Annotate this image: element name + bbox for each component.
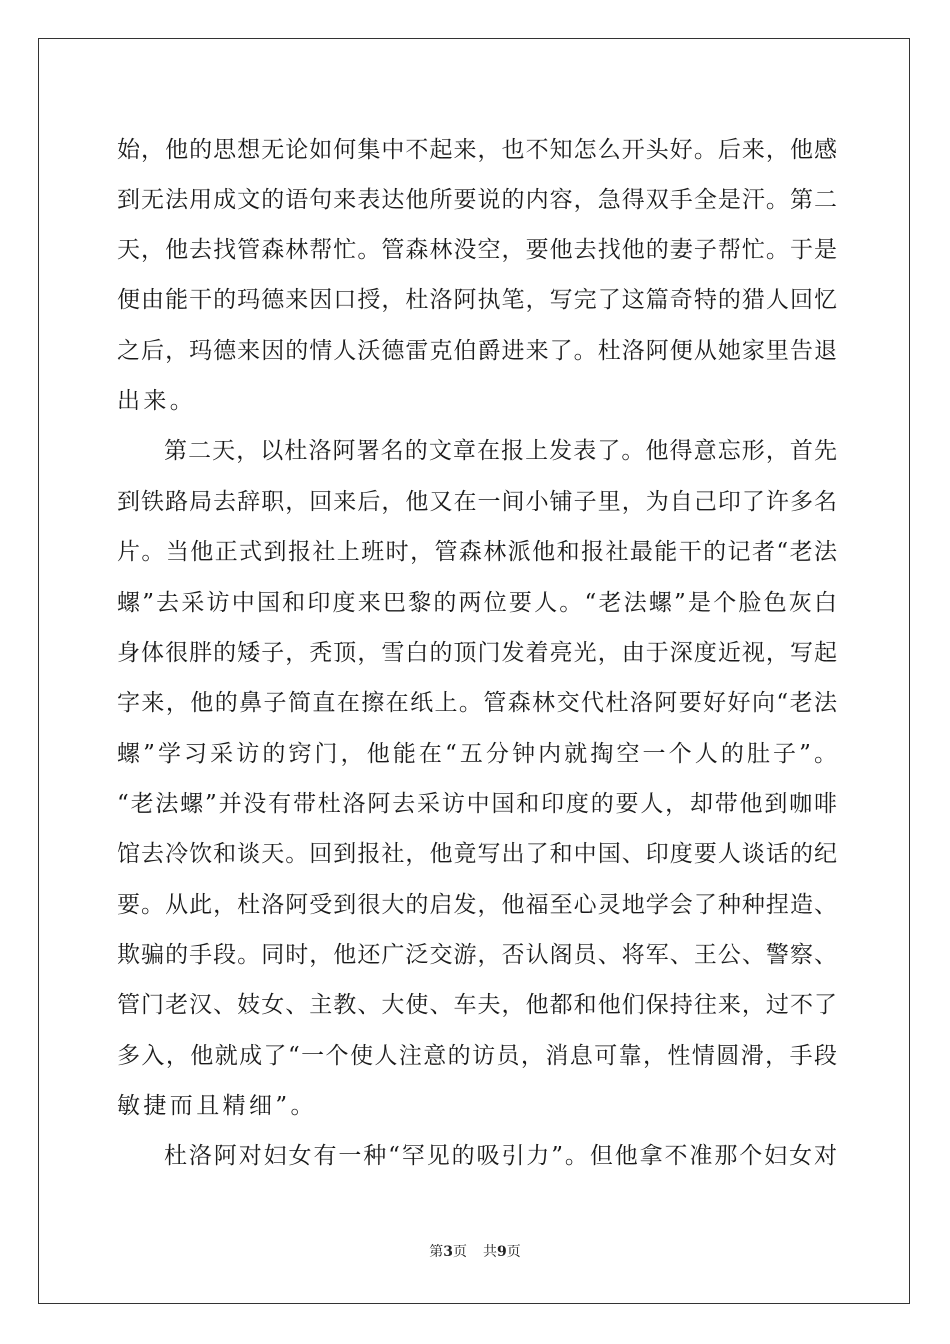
paragraph-first-line: 第二天，以杜洛阿署名的文章在报上发表了。他得意忘形，首先 [164, 438, 837, 464]
text-line: 敏捷而且精细”。 [117, 1093, 317, 1119]
text-line: 螺”学习采访的窍门，他能在“五分钟内就掏空一个人的肚子”。 [117, 741, 837, 767]
paragraph-first-line: 杜洛阿对妇女有一种“罕见的吸引力”。但他拿不准那个妇女对 [164, 1143, 837, 1169]
text-line: 片。当他正式到报社上班时，管森林派他和报社最能干的记者“老法 [117, 539, 837, 565]
text-line: “老法螺”并没有带杜洛阿去采访中国和印度的要人，却带他到咖啡 [117, 791, 837, 817]
text-line: 要。从此，杜洛阿受到很大的启发，他福至心灵地学会了种种捏造、 [117, 892, 837, 918]
text-line: 字来，他的鼻子简直在擦在纸上。管森林交代杜洛阿要好好向“老法 [117, 690, 837, 716]
page-footer [0, 1243, 950, 1261]
current-page: 3 [443, 1244, 453, 1260]
text-line: 欺骗的手段。同时，他还广泛交游，否认阁员、将军、王公、警察、 [117, 942, 837, 968]
text-line: 出来。 [117, 388, 197, 414]
text-line: 之后，玛德来因的情人沃德雷克伯爵进来了。杜洛阿便从她家里告退 [117, 338, 837, 364]
total-page-count: 9 [497, 1244, 507, 1260]
page-number: 第3页 [429, 1244, 467, 1260]
text-line: 螺”去采访中国和印度来巴黎的两位要人。“老法螺”是个脸色灰白 [117, 590, 837, 616]
text-line: 身体很胖的矮子，秃顶，雪白的顶门发着亮光，由于深度近视，写起 [117, 640, 837, 666]
text-line: 到铁路局去辞职，回来后，他又在一间小铺子里，为自己印了许多名 [117, 489, 837, 515]
text-line: 天，他去找管森林帮忙。管森林没空，要他去找他的妻子帮忙。于是 [117, 237, 837, 263]
text-line: 管门老汉、妓女、主教、大使、车夫，他都和他们保持往来，过不了 [117, 992, 837, 1018]
text-line: 到无法用成文的语句来表达他所要说的内容，急得双手全是汗。第二 [117, 187, 837, 213]
text-line: 多入，他就成了“一个使人注意的访员，消息可靠，性情圆滑，手段 [117, 1043, 837, 1069]
text-line: 便由能干的玛德来因口授，杜洛阿执笔，写完了这篇奇特的猎人回忆 [117, 287, 837, 313]
text-line: 始，他的思想无论如何集中不起来，也不知怎么开头好。后来，他感 [117, 137, 837, 163]
text-line: 馆去冷饮和谈天。回到报社，他竟写出了和中国、印度要人谈话的纪 [117, 841, 837, 867]
total-pages: 共9页 [483, 1244, 521, 1260]
